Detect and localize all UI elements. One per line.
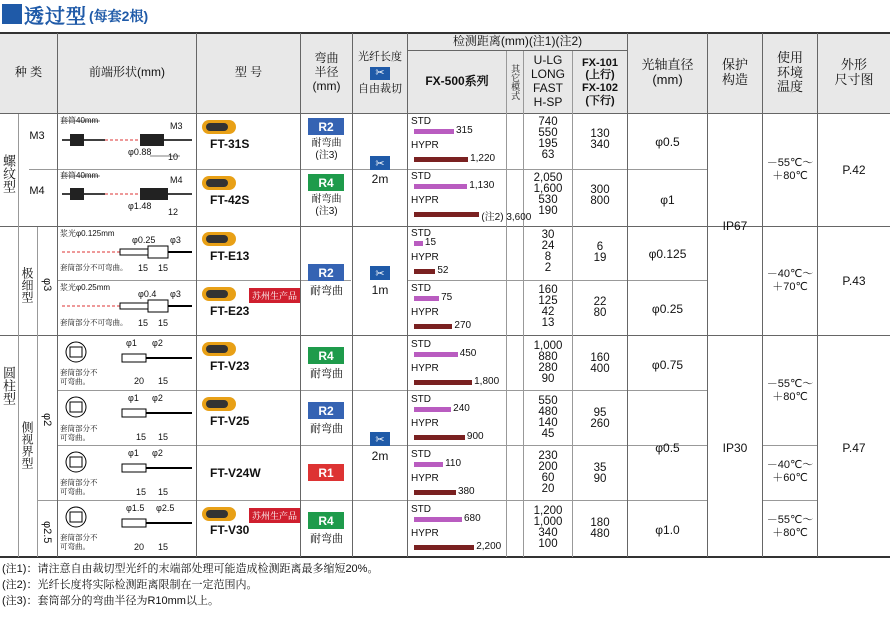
fig5-label-note: 套筒部分不可弯曲。 xyxy=(60,368,98,386)
hypr-value: 1,800 xyxy=(474,376,500,387)
fig6-label-a: φ1 xyxy=(128,393,139,403)
modes-values: 230 200 60 20 xyxy=(538,450,558,495)
std-label: STD xyxy=(411,283,431,294)
fig3-label-note: 套筒部分不可弯曲。 xyxy=(60,263,128,272)
fig2-label-m4: M4 xyxy=(170,175,183,185)
vline-g2b xyxy=(37,227,38,557)
hypr-bar xyxy=(414,435,465,440)
hypr-value: 270 xyxy=(454,320,472,331)
fig3-label-c: φ3 xyxy=(170,235,181,245)
fx101-values: 300 800 xyxy=(590,184,610,207)
hdr-bend: 弯曲 半径 (mm) xyxy=(301,33,352,113)
hdr-fiber-len-label: 光纤长度 xyxy=(358,50,402,63)
hypr-bar xyxy=(414,324,452,329)
product-logo-icon xyxy=(202,397,236,411)
row-sep-2 xyxy=(57,280,351,281)
scissors-icon: ✂ xyxy=(370,266,390,280)
fig8-label-c: 20 xyxy=(134,542,145,552)
fiber-len-2m: 2m xyxy=(371,449,389,463)
temp-range: －55℃～ ＋80℃ xyxy=(766,514,814,540)
fx101-values: 130 340 xyxy=(590,128,610,151)
fig5-label-b: φ2 xyxy=(152,338,163,348)
vline-6 xyxy=(506,51,507,557)
std-label: STD xyxy=(411,449,431,460)
axis-dia: φ1 xyxy=(660,193,675,207)
group2-bottom-line xyxy=(0,335,890,336)
hypr-label: HYPR xyxy=(411,195,439,206)
tag-suzhou: 苏州生产品 xyxy=(249,508,300,523)
note-3: (注3)：套筒部分的弯曲半径为R10mm以上。 xyxy=(2,595,219,607)
fig7-label-d: 15 xyxy=(158,487,169,497)
hdr-dim: 外形 尺寸图 xyxy=(818,33,890,113)
fig6-label-c: 15 xyxy=(136,432,147,442)
dim-ref-p47[interactable]: P.47 xyxy=(842,441,866,455)
temp-sep-b xyxy=(762,500,817,501)
header-bottom-line xyxy=(0,113,890,114)
label-d25: φ2.5 xyxy=(41,521,53,544)
hdr-model: 型 号 xyxy=(197,33,300,113)
note-1: (注1)：请注意自由裁切型光纤的末端部处理可能造成检测距离最多缩短20%。 xyxy=(2,563,379,575)
axis-dia: φ0.5 xyxy=(655,135,680,149)
fx101-values: 160 400 xyxy=(590,352,610,375)
badge-r4: R4 xyxy=(308,347,344,364)
fig6-label-b: φ2 xyxy=(152,393,163,403)
title-sub: (每套2根) xyxy=(89,8,149,24)
temp-range: －40℃～ ＋60℃ xyxy=(766,459,814,485)
fig2-label-len: 12 xyxy=(168,207,179,217)
fig4-label-a: 浆光φ0.25mm xyxy=(60,283,111,292)
group-thread: 螺纹型 xyxy=(1,153,16,193)
fig6-label-d: 15 xyxy=(158,432,169,442)
model-ftv23: FT-V23 xyxy=(210,359,250,373)
std-bar xyxy=(414,184,467,189)
modes-values: 1,200 1,000 340 100 xyxy=(533,505,563,550)
vline-9 xyxy=(627,33,628,557)
hdr-protect: 保护 构造 xyxy=(708,33,762,113)
std-label: STD xyxy=(411,116,431,127)
group-ultra: 极细型 xyxy=(20,267,34,303)
axis-dia: φ1.0 xyxy=(655,523,680,537)
group-side: 侧视界型 xyxy=(20,421,34,469)
bend-text: 耐弯曲 xyxy=(310,368,343,380)
label-m3: M3 xyxy=(29,130,45,142)
badge-r4: R4 xyxy=(308,174,344,191)
note-2: (注2)：光纤长度将实际检测距离限制在一定范围内。 xyxy=(2,579,258,591)
bend-text: 耐弯曲 xyxy=(310,423,343,435)
model-ftv30: FT-V30 xyxy=(210,523,250,537)
modes-values: 1,000 880 280 90 xyxy=(533,340,563,385)
hdr-other-mode-text: 其它模式 xyxy=(510,64,521,100)
std-bar xyxy=(414,241,423,246)
protect-ip30: IP30 xyxy=(722,441,748,455)
fx101-values: 95 260 xyxy=(590,407,610,430)
std-value: 1,130 xyxy=(469,180,495,191)
fig8-label-b: φ2.5 xyxy=(156,503,175,513)
modes-values: 160 125 42 13 xyxy=(538,284,558,329)
hdr-temp: 使用 环境 温度 xyxy=(763,33,817,113)
hypr-value: 900 xyxy=(466,431,484,442)
std-bar xyxy=(414,352,458,357)
modes-values: 740 550 195 63 xyxy=(538,116,558,161)
model-ftv25: FT-V25 xyxy=(210,414,250,428)
fig8-label-d: 15 xyxy=(158,542,169,552)
modes-values: 550 480 140 45 xyxy=(538,395,558,440)
std-bar xyxy=(414,296,439,301)
fig8-label-note: 套筒部分不可弯曲。 xyxy=(60,533,98,551)
fx101-values: 35 90 xyxy=(593,462,607,485)
std-value: 450 xyxy=(459,348,477,359)
fig5-label-d: 15 xyxy=(158,376,169,386)
fig3-label-a: 浆光φ0.125mm xyxy=(60,229,115,238)
std-value: 15 xyxy=(424,237,437,248)
std-label: STD xyxy=(411,171,431,182)
std-bar xyxy=(414,129,454,134)
row-sep-2b xyxy=(408,280,707,281)
hdr-shape: 前端形状(mm) xyxy=(58,33,196,113)
section-title xyxy=(2,2,148,26)
vline-2 xyxy=(196,33,197,557)
protect-ip67: IP67 xyxy=(722,219,748,233)
hypr-value: 1,220 xyxy=(470,153,496,164)
fig4-label-c: φ3 xyxy=(170,289,181,299)
hdr-detect: 检测距离(mm)(注1)(注2) xyxy=(408,33,627,50)
bend-text: 耐弯曲 xyxy=(310,285,343,297)
fig1-label-m3: M3 xyxy=(170,121,183,131)
hypr-label: HYPR xyxy=(411,473,439,484)
hypr-value: 380 xyxy=(457,486,475,497)
scissors-icon: ✂ xyxy=(370,432,390,446)
hdr-other-mode xyxy=(507,51,523,113)
fig2-label-sleeve: 套筒40mm xyxy=(60,171,99,180)
modes-values: 30 24 8 2 xyxy=(541,229,555,274)
fig3-label-e: 15 xyxy=(158,263,169,273)
row-sep-1 xyxy=(29,169,707,170)
std-value: 240 xyxy=(453,403,470,414)
fig4-label-d: 15 xyxy=(138,318,149,328)
group-cyl: 圆柱型 xyxy=(1,365,16,405)
temp-range: －40℃～ ＋70℃ xyxy=(766,268,814,294)
product-logo-icon xyxy=(202,342,236,356)
std-label: STD xyxy=(411,339,431,350)
hypr-bar xyxy=(414,212,479,217)
product-logo-icon xyxy=(202,176,236,190)
fig7-label-b: φ2 xyxy=(152,448,163,458)
vline-5 xyxy=(407,33,408,557)
axis-dia: φ0.75 xyxy=(651,358,684,372)
fx101-values: 22 80 xyxy=(593,296,607,319)
title-main: 透过型 xyxy=(24,5,87,28)
hdr-fiber-free-cut: 自由裁切 xyxy=(358,82,402,95)
vline-g3 xyxy=(18,336,19,557)
hypr-label: HYPR xyxy=(411,252,439,263)
axis-dia: φ0.125 xyxy=(648,247,687,261)
scissors-icon: ✂ xyxy=(370,67,390,80)
title-square-icon xyxy=(2,4,22,24)
hypr-value: (注2) 3,600 xyxy=(481,212,532,223)
fig4-label-note: 套筒部分不可弯曲。 xyxy=(60,318,128,327)
vline-1 xyxy=(57,33,58,557)
axis-dia: φ0.5 xyxy=(655,441,680,455)
hdr-axis: 光轴直径 (mm) xyxy=(628,33,707,113)
vline-g2a xyxy=(18,227,19,336)
fig1-label-d: φ0.88 xyxy=(128,147,152,157)
hdr-fx500: FX-500系列 xyxy=(408,51,506,113)
fig1-label-sleeve: 套筒40mm xyxy=(60,116,99,125)
model-ft42s: FT-42S xyxy=(210,193,250,207)
product-logo-icon xyxy=(202,120,236,134)
hypr-bar xyxy=(414,490,456,495)
model-ft31s: FT-31S xyxy=(210,137,250,151)
std-bar xyxy=(414,407,451,412)
badge-r2: R2 xyxy=(308,264,344,281)
fig2-label-d: φ1.48 xyxy=(128,201,152,211)
vline-g1 xyxy=(18,114,19,227)
detect-sub-line xyxy=(408,50,627,51)
hypr-label: HYPR xyxy=(411,363,439,374)
std-value: 75 xyxy=(441,292,453,303)
dim-ref-p43[interactable]: P.43 xyxy=(842,274,866,288)
fig5-label-c: 20 xyxy=(134,376,145,386)
hypr-label: HYPR xyxy=(411,528,439,539)
label-m4: M4 xyxy=(29,185,45,197)
hdr-fx101: FX-101 (上行) FX-102 (下行) xyxy=(573,51,627,113)
fig7-label-note: 套筒部分不可弯曲。 xyxy=(60,478,98,496)
label-d3: φ3 xyxy=(41,278,53,292)
fig8-label-a: φ1.5 xyxy=(126,503,145,513)
table-top-border xyxy=(0,32,890,34)
hypr-bar xyxy=(414,380,472,385)
badge-r4: R4 xyxy=(308,512,344,529)
fiber-len-2m: 2m xyxy=(371,172,389,186)
modes-values: 2,050 1,600 530 190 xyxy=(533,172,563,217)
hdr-kind: 种 类 xyxy=(0,33,57,113)
std-value: 315 xyxy=(455,125,473,136)
badge-r2: R2 xyxy=(308,118,344,135)
hdr-modes: U-LG LONG FAST H-SP xyxy=(524,51,572,113)
bend-text: 耐弯曲 (注3) xyxy=(311,138,342,161)
row-sep-3 xyxy=(57,390,707,391)
hdr-fiber-len-icons xyxy=(370,67,390,80)
fig6-label-note: 套筒部分不可弯曲。 xyxy=(60,424,98,442)
temp-range: －55℃～ ＋80℃ xyxy=(766,378,814,404)
fig7-label-a: φ1 xyxy=(128,448,139,458)
row-sep-5 xyxy=(37,500,707,501)
hypr-label: HYPR xyxy=(411,418,439,429)
product-logo-icon xyxy=(202,507,236,521)
bend-text: 耐弯曲 xyxy=(310,533,343,545)
fx101-values: 180 480 xyxy=(590,517,610,540)
fig5-label-a: φ1 xyxy=(126,338,137,348)
vline-10 xyxy=(707,33,708,557)
fig3-label-b: φ0.25 xyxy=(132,235,156,245)
fiber-len-1m: 1m xyxy=(371,283,389,297)
dim-ref-p42[interactable]: P.42 xyxy=(842,163,866,177)
table-bottom-border xyxy=(0,556,890,558)
hypr-bar xyxy=(414,157,468,162)
hypr-label: HYPR xyxy=(411,140,439,151)
std-label: STD xyxy=(411,394,431,405)
fx101-values: 6 19 xyxy=(593,241,607,264)
temp-sep-a xyxy=(762,445,817,446)
label-d2: φ2 xyxy=(41,413,53,427)
badge-r2: R2 xyxy=(308,402,344,419)
product-logo-icon xyxy=(202,287,236,301)
bend-text: 耐弯曲 (注3) xyxy=(311,194,342,217)
tag-suzhou: 苏州生产品 xyxy=(249,288,300,303)
std-bar xyxy=(414,517,462,522)
model-fte23: FT-E23 xyxy=(210,304,250,318)
std-value: 680 xyxy=(463,513,481,524)
fig7-label-c: 15 xyxy=(136,487,147,497)
badge-r1: R1 xyxy=(308,464,344,481)
vline-12 xyxy=(817,33,818,557)
std-label: STD xyxy=(411,504,431,515)
axis-dia: φ0.25 xyxy=(651,302,684,316)
model-fte13: FT-E13 xyxy=(210,249,250,263)
hypr-bar xyxy=(414,545,474,550)
hdr-fiber-len xyxy=(353,33,407,113)
fig4-label-e: 15 xyxy=(158,318,169,328)
hypr-value: 52 xyxy=(437,265,449,276)
fig3-label-d: 15 xyxy=(138,263,149,273)
hypr-value: 2,200 xyxy=(476,541,502,552)
fig1-label-len: 10 xyxy=(168,152,179,162)
fig4-label-b: φ0.4 xyxy=(138,289,157,299)
product-logo-icon xyxy=(202,232,236,246)
std-label: STD xyxy=(411,228,431,239)
std-value: 110 xyxy=(445,458,462,469)
hypr-label: HYPR xyxy=(411,307,439,318)
std-bar xyxy=(414,462,443,467)
temp-range: －55℃～ ＋80℃ xyxy=(766,157,814,183)
model-ftv24w: FT-V24W xyxy=(210,466,261,480)
scissors-icon: ✂ xyxy=(370,156,390,170)
hypr-bar xyxy=(414,269,435,274)
